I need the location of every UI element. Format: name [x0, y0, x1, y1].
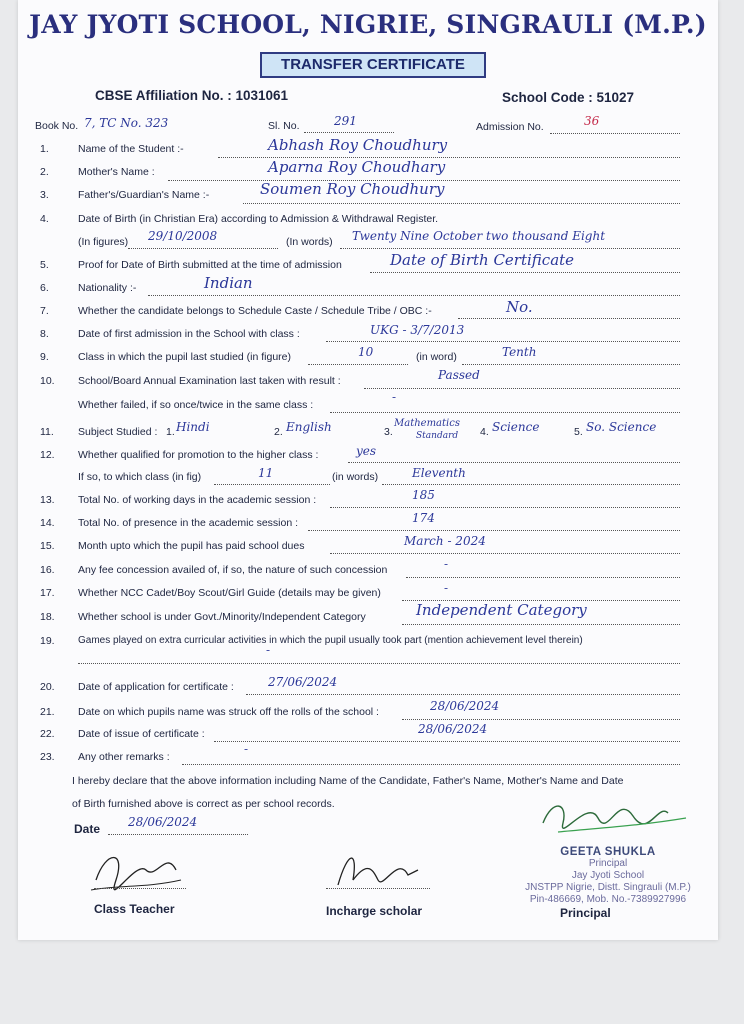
row-number: 19.: [40, 635, 55, 647]
dots: [370, 272, 680, 273]
student-name-label: Name of the Student :-: [78, 143, 184, 155]
incharge-label: Incharge scholar: [326, 904, 423, 918]
presence-value: 174: [412, 511, 435, 525]
subject-3: Mathematics: [394, 418, 460, 429]
row-number: 13.: [40, 494, 55, 506]
dots: [364, 388, 680, 389]
last-class-figure: 10: [358, 345, 374, 359]
nationality-label: Nationality :-: [78, 282, 137, 294]
row-number: 18.: [40, 611, 55, 623]
subject-1: Hindi: [176, 420, 210, 434]
failed-value: -: [392, 390, 397, 404]
struck-off-value: 28/06/2024: [430, 699, 500, 713]
principal-name: GEETA SHUKLA: [560, 846, 656, 858]
dots: [246, 694, 680, 695]
issue-date-value: 28/06/2024: [418, 722, 488, 736]
dob-words-label: (In words): [286, 236, 333, 248]
ncc-value: -: [444, 581, 449, 595]
dots: [94, 888, 186, 889]
student-name-value: Abhash Roy Choudhury: [268, 136, 448, 154]
dots: [330, 507, 680, 508]
dots: [182, 764, 680, 765]
dots: [406, 577, 680, 578]
principal-stamp: [508, 846, 708, 906]
document-type-box: [260, 52, 486, 78]
subject-3-level: Standard: [416, 431, 459, 441]
promotion-class-figure: 11: [258, 466, 274, 480]
declaration-line-1: I hereby declare that the above information including Name of the Candidate, Father's Name, Mother's Name and Date: [72, 775, 624, 787]
certificate-sheet: [18, 0, 718, 940]
row-number: 15.: [40, 540, 55, 552]
dots: [330, 412, 680, 413]
dob-figures-value: 29/10/2008: [148, 229, 218, 243]
promotion-label: Whether qualified for promotion to the higher class :: [78, 449, 319, 461]
declaration-date: 28/06/2024: [128, 815, 198, 829]
book-no-label: Book No.: [35, 120, 79, 132]
subject-4: Science: [492, 420, 540, 434]
issue-date-label: Date of issue of certificate :: [78, 728, 205, 740]
dots: [402, 624, 680, 625]
principal-role: Principal: [588, 858, 628, 869]
subject-4-number: 4.: [480, 426, 489, 438]
dots: [382, 484, 680, 485]
row-number: 8.: [40, 328, 49, 340]
stamp-phone: Pin-486669, Mob. No.-7389927996: [529, 894, 687, 905]
dots: [108, 834, 248, 835]
dots: [330, 553, 680, 554]
row-number: 23.: [40, 751, 55, 763]
row-number: 21.: [40, 706, 55, 718]
subject-2-number: 2.: [274, 426, 283, 438]
row-number: 9.: [40, 351, 49, 363]
dots: [148, 295, 680, 296]
document-type: TRANSFER CERTIFICATE: [281, 56, 465, 73]
subject-3-number: 3.: [384, 426, 393, 438]
row-number: 1.: [40, 143, 49, 155]
dob-label: Date of Birth (in Christian Era) according to Admission & Withdrawal Register.: [78, 213, 439, 225]
principal-label: Principal: [560, 906, 611, 920]
dots: [340, 248, 680, 249]
subjects-label: Subject Studied :: [78, 426, 158, 438]
admission-no-dots: [550, 133, 680, 134]
dots: [458, 318, 680, 319]
category-value: No.: [506, 298, 533, 316]
dob-words-value: Twenty Nine October two thousand Eight: [352, 229, 606, 243]
sl-no-value: 291: [334, 114, 357, 128]
ncc-label: Whether NCC Cadet/Boy Scout/Girl Guide (details may be given): [78, 587, 381, 599]
last-class-label: Class in which the pupil last studied (in figure): [78, 351, 292, 363]
subject-2: English: [286, 420, 332, 434]
row-number: 14.: [40, 517, 55, 529]
promotion-class-words: Eleventh: [412, 466, 466, 480]
row-number: 20.: [40, 681, 55, 693]
first-admission-value: UKG - 3/7/2013: [370, 323, 465, 337]
working-days-value: 185: [412, 488, 435, 502]
row-number: 10.: [40, 375, 55, 387]
remarks-label: Any other remarks :: [78, 751, 170, 763]
father-name-label: Father's/Guardian's Name :-: [78, 189, 210, 201]
games-label: Games played on extra curricular activities in which the pupil usually took part (mention achievement level therein): [78, 635, 583, 646]
row-number: 22.: [40, 728, 55, 740]
father-name-value: Soumen Roy Choudhury: [260, 180, 445, 198]
application-date-label: Date of application for certificate :: [78, 681, 234, 693]
dots: [462, 364, 680, 365]
subject-5: So. Science: [586, 420, 657, 434]
promotion-class-label: If so, to which class (in fig): [78, 471, 202, 483]
dots: [402, 719, 680, 720]
mother-name-label: Mother's Name :: [78, 166, 155, 178]
dots: [308, 530, 680, 531]
dots: [214, 741, 680, 742]
exam-result-value: Passed: [438, 368, 480, 382]
nationality-value: Indian: [204, 274, 253, 292]
games-value: -: [266, 643, 271, 657]
fee-concession-value: -: [444, 557, 449, 571]
dob-proof-value: Date of Birth Certificate: [390, 251, 575, 269]
row-number: 2.: [40, 166, 49, 178]
row-number: 7.: [40, 305, 49, 317]
promotion-class-words-label: (in words): [332, 471, 379, 483]
row-number: 3.: [40, 189, 49, 201]
fee-concession-label: Any fee concession availed of, if so, the nature of such concession: [78, 564, 388, 576]
struck-off-label: Date on which pupils name was struck off the rolls of the school :: [78, 706, 379, 718]
stamp-school: Jay Jyoti School: [571, 870, 645, 881]
first-admission-label: Date of first admission in the School with class :: [78, 328, 300, 340]
book-no-value: 7, TC No. 323: [84, 116, 169, 130]
dots: [128, 248, 278, 249]
class-teacher-label: Class Teacher: [94, 902, 175, 916]
dob-proof-label: Proof for Date of Birth submitted at the time of admission: [78, 259, 342, 271]
row-number: 12.: [40, 449, 55, 461]
dots: [326, 888, 430, 889]
exam-result-label: School/Board Annual Examination last taken with result :: [78, 375, 341, 387]
last-class-words: Tenth: [502, 345, 537, 359]
subject-5-number: 5.: [574, 426, 583, 438]
dues-label: Month upto which the pupil has paid school dues: [78, 540, 305, 552]
admission-no-value: 36: [584, 114, 600, 128]
declaration-line-2: of Birth furnished above is correct as per school records.: [72, 798, 335, 810]
sl-no-label: Sl. No.: [268, 120, 300, 132]
sl-no-dots: [304, 132, 394, 133]
mother-name-value: Aparna Roy Choudhary: [268, 158, 446, 176]
dots: [326, 341, 680, 342]
row-number: 11.: [40, 426, 54, 438]
row-number: 4.: [40, 213, 49, 225]
last-class-words-label: (in word): [416, 351, 457, 363]
dob-figures-label: (In figures): [78, 236, 129, 248]
dots: [348, 462, 680, 463]
date-label: Date: [74, 822, 101, 836]
dots: [243, 203, 680, 204]
promotion-value: yes: [356, 444, 377, 458]
subject-1-number: 1.: [166, 426, 175, 438]
class-teacher-signature: [86, 840, 186, 900]
failed-label: Whether failed, if so once/twice in the same class :: [78, 399, 314, 411]
dots: [214, 484, 330, 485]
school-category-label: Whether school is under Govt./Minority/Independent Category: [78, 611, 366, 623]
working-days-label: Total No. of working days in the academic session :: [78, 494, 317, 506]
school-code: School Code : 51027: [502, 90, 635, 105]
school-title: JAY JYOTI SCHOOL, NIGRIE, SINGRAULI (M.P.): [29, 10, 707, 39]
row-number: 16.: [40, 564, 55, 576]
category-label: Whether the candidate belongs to Schedule Caste / Schedule Tribe / OBC :-: [78, 305, 432, 317]
row-number: 6.: [40, 282, 49, 294]
row-number: 5.: [40, 259, 49, 271]
dues-value: March - 2024: [404, 534, 486, 548]
dots: [308, 364, 408, 365]
stamp-address: JNSTPP Nigrie, Distt. Singrauli (M.P.): [525, 882, 691, 893]
remarks-value: -: [244, 742, 249, 756]
presence-label: Total No. of presence in the academic session :: [78, 517, 299, 529]
principal-signature: [538, 788, 688, 838]
incharge-signature: [328, 840, 428, 900]
school-category-value: Independent Category: [416, 601, 587, 619]
row-number: 17.: [40, 587, 55, 599]
dots: [78, 663, 680, 664]
affiliation-number: CBSE Affiliation No. : 1031061: [95, 88, 289, 103]
application-date-value: 27/06/2024: [268, 675, 338, 689]
admission-no-label: Admission No.: [476, 121, 544, 133]
